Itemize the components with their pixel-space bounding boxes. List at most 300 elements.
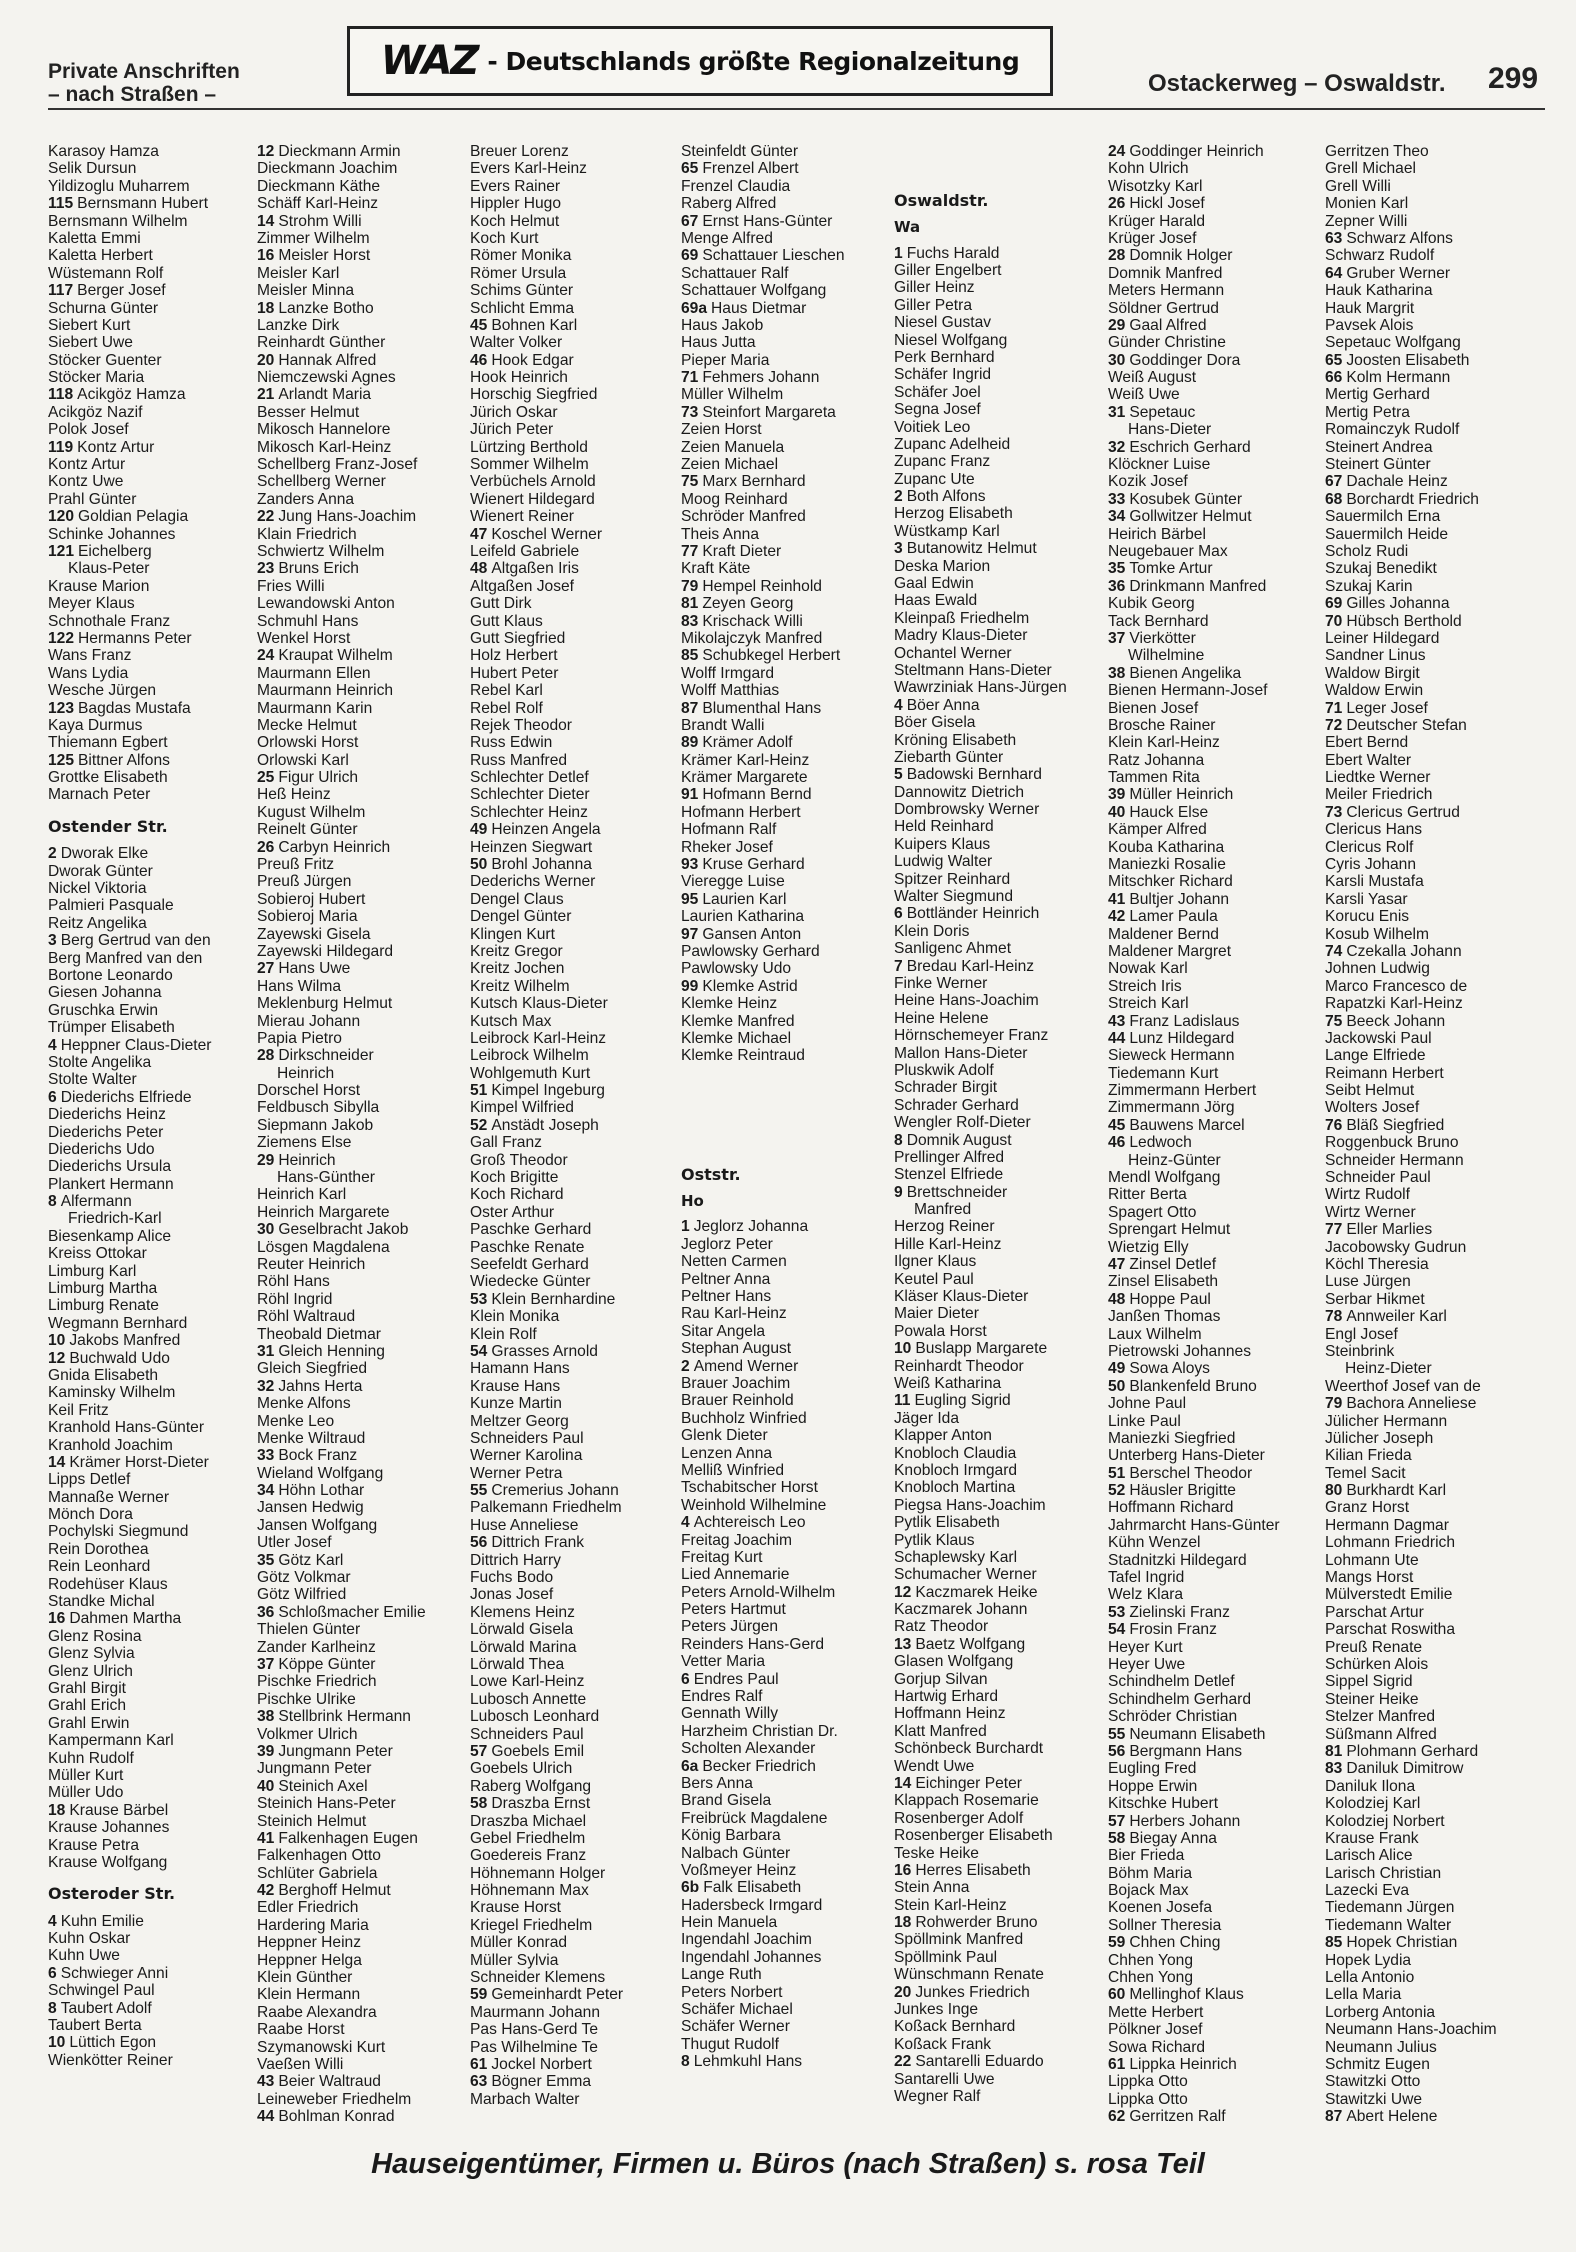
directory-entry: Süßmann Alfred [1325, 1725, 1437, 1743]
directory-entry: Peters Hartmut [681, 1601, 786, 1619]
resident-name: Goddinger Heinrich [1129, 143, 1264, 160]
street-heading: Oswaldstr. [894, 191, 989, 210]
resident-name: Lanzke Botho [278, 299, 374, 317]
directory-entry: Sieweck Hermann [1108, 1047, 1235, 1065]
directory-entry: Schlüter Gabriela [257, 1864, 378, 1882]
resident-name: Kuhn Emilie [60, 1912, 144, 1930]
directory-entry [257, 1378, 426, 1395]
directory-entry [681, 369, 845, 386]
directory-entry: Chhen Yong [1108, 1969, 1193, 1987]
resident-name: Buslapp Margarete [915, 1340, 1048, 1358]
resident-name: Arlandt Maria [278, 386, 372, 404]
directory-entry: Oster Arthur [470, 1203, 555, 1221]
directory-entry: Wienert Reiner [470, 508, 574, 526]
resident-name: Kosubek Günter [1129, 490, 1243, 508]
house-number: 89 [681, 734, 699, 752]
directory-entry: Schneiders Paul [470, 1725, 584, 1743]
directory-entry: Siepmann Jakob [257, 1116, 374, 1134]
house-number: 6 [48, 1088, 57, 1106]
directory-entry: Liedtke Werner [1325, 769, 1431, 787]
resident-name: Diederichs Elfriede [60, 1088, 192, 1106]
directory-entry: Wienert Hildegard [470, 490, 595, 508]
resident-name: Berger Josef [77, 282, 166, 300]
directory-entry: Scholz Rudi [1325, 542, 1409, 560]
directory-entry [1108, 404, 1280, 421]
directory-entry: Mülverstedt Emilie [1325, 1586, 1453, 1604]
directory-entry [1325, 943, 1497, 960]
directory-entry: Lange Ruth [681, 1966, 762, 1984]
resident-name: Gilles Johanna [1346, 595, 1450, 613]
resident-name: Amend Werner [693, 1357, 799, 1375]
directory-entry: Pytlik Klaus [894, 1531, 975, 1549]
house-number: 24 [257, 647, 275, 665]
directory-entry: Clericus Rolf [1325, 838, 1414, 856]
directory-entry: Perk Bernhard [894, 348, 995, 366]
directory-entry [470, 856, 623, 873]
directory-entry: Mannaße Werner [48, 1488, 170, 1506]
house-number: 1 [681, 1218, 690, 1236]
directory-entry: Wesche Jürgen [48, 682, 157, 700]
directory-entry: Wenkel Horst [257, 629, 351, 647]
house-number: 99 [681, 977, 699, 995]
directory-entry: Klemke Reintraud [681, 1047, 805, 1065]
house-number: 8 [48, 1999, 57, 2017]
directory-entry: Cyris Johann [1325, 856, 1417, 874]
house-number: 34 [257, 1482, 275, 1500]
resident-name: Falk Elisabeth [703, 1879, 802, 1897]
directory-entry: Hubert Peter [470, 664, 559, 682]
directory-entry: Römer Monika [470, 247, 572, 265]
resident-name: Cremerius Johann [491, 1482, 619, 1500]
house-number: 39 [1108, 786, 1126, 804]
resident-name: Carbyn Heinrich [278, 838, 391, 856]
resident-name: Krämer Adolf [702, 734, 793, 752]
resident-name: Gemeinhardt Peter [491, 1986, 624, 2004]
directory-entry [1325, 1482, 1497, 1499]
house-number: 59 [1108, 1934, 1126, 1952]
resident-name: Jung Hans-Joachim [278, 508, 417, 526]
directory-entry: Parschat Roswitha [1325, 1621, 1456, 1639]
directory-entry: König Barbara [681, 1827, 781, 1845]
house-number: 67 [1325, 473, 1343, 491]
directory-entry: Parschat Artur [1325, 1603, 1424, 1621]
house-number: 20 [894, 1983, 912, 2001]
resident-name: Taubert Adolf [60, 1999, 152, 2017]
directory-entry: Reinders Hans-Gerd [681, 1635, 825, 1653]
resident-name: Bagdas Mustafa [78, 699, 191, 717]
directory-entry: Rosenberger Elisabeth [894, 1827, 1053, 1845]
directory-entry: Heß Heinz [257, 786, 331, 804]
directory-entry [1325, 700, 1497, 717]
house-number: 6b [681, 1879, 700, 1897]
resident-name: Achtereisch Leo [693, 1514, 806, 1532]
directory-entry: Schröder Christian [1108, 1708, 1238, 1726]
directory-entry: Grell Willi [1325, 177, 1391, 195]
house-number: 65 [1325, 351, 1343, 369]
directory-entry: Theobald Dietmar [257, 1325, 381, 1343]
directory-entry: Tack Bernhard [1108, 612, 1209, 630]
resident-name: Kimpel Ingeburg [491, 1082, 605, 1100]
directory-entry: Hopek Lydia [1325, 1951, 1412, 1969]
directory-entry: Berg Manfred van den [48, 949, 203, 967]
directory-entry: Vetter Maria [681, 1653, 766, 1671]
directory-entry: Groß Theodor [470, 1151, 568, 1169]
directory-entry: Glenz Ulrich [48, 1662, 133, 1680]
resident-name: Gruber Werner [1346, 264, 1451, 282]
directory-entry: Niesel Wolfgang [894, 331, 1008, 349]
directory-entry: Korucu Enis [1325, 908, 1410, 926]
house-number: 115 [48, 195, 74, 213]
directory-entry: Gleich Siegfried [257, 1360, 368, 1378]
resident-name: Bachora Anneliese [1346, 1395, 1477, 1413]
directory-entry: Roggenbuck Bruno [1325, 1134, 1459, 1152]
directory-entry [1108, 1934, 1280, 1951]
house-number: 74 [1325, 942, 1343, 960]
resident-name: Mellinghof Klaus [1129, 1986, 1244, 2004]
directory-entry: Nalbach Günter [681, 1844, 791, 1862]
directory-entry: Kreitz Gregor [470, 942, 563, 960]
directory-entry: Bortone Leonardo [48, 966, 173, 984]
resident-name: Deutscher Stefan [1346, 716, 1467, 734]
directory-entry: Zimmermann Herbert [1108, 1082, 1257, 1100]
directory-entry: Knobloch Martina [894, 1479, 1016, 1497]
house-number: 29 [1108, 316, 1126, 334]
directory-entry: Schneider Paul [1325, 1169, 1431, 1187]
directory-entry: Lippka Otto [1108, 2090, 1188, 2108]
directory-entry: Tafel Ingrid [1108, 1569, 1185, 1587]
directory-entry: Gebel Friedhelm [470, 1829, 586, 1847]
house-number: 43 [1108, 1012, 1126, 1030]
directory-entry: Mecke Helmut [257, 716, 357, 734]
directory-entry [1325, 1013, 1497, 1030]
directory-entry: Jahrmarcht Hans-Günter [1108, 1516, 1280, 1534]
resident-name: Hickl Josef [1129, 195, 1205, 213]
directory-entry [681, 1671, 845, 1688]
directory-entry: Glenz Rosina [48, 1627, 142, 1645]
directory-entry: Hille Karl-Heinz [894, 1235, 1002, 1253]
directory-entry: Heppner Helga [257, 1951, 362, 1969]
directory-entry: Mette Herbert [1108, 2003, 1204, 2021]
directory-entry [894, 488, 1067, 505]
directory-column-4 [681, 143, 845, 2071]
resident-name: Heinzen Angela [491, 821, 601, 839]
house-number: 8 [894, 1131, 903, 1149]
directory-entry [1108, 1743, 1280, 1760]
directory-entry: Reuter Heinrich [257, 1256, 366, 1273]
house-number: 122 [48, 629, 75, 647]
directory-entry: Pietrowski Johannes [1108, 1342, 1252, 1360]
house-number: 69a [681, 299, 708, 317]
section-heading-line1: Private Anschriften [48, 60, 240, 83]
resident-name: Dirkschneider [278, 1047, 374, 1065]
house-number: 4 [894, 696, 903, 714]
house-number: 36 [1108, 577, 1126, 595]
directory-entry: Heirich Bärbel [1108, 525, 1206, 543]
directory-entry: Pawlowsky Udo [681, 960, 792, 978]
house-number: 26 [257, 838, 275, 856]
directory-entry [1325, 1743, 1497, 1760]
directory-entry [1325, 1221, 1497, 1238]
directory-entry [470, 2056, 623, 2073]
directory-entry: Wans Lydia [48, 664, 129, 682]
directory-entry: Siebert Uwe [48, 334, 133, 352]
directory-entry: Koßack Frank [894, 2035, 992, 2053]
directory-entry: Heppner Heinz [257, 1934, 362, 1952]
directory-entry: Herzog Reiner [894, 1218, 995, 1236]
house-number: 8 [48, 1193, 57, 1211]
directory-entry: Söldner Gertrud [1108, 299, 1219, 317]
directory-entry: Palkemann Friedhelm [470, 1499, 622, 1517]
directory-entry: Weiß August [1108, 369, 1197, 387]
house-number: 14 [894, 1774, 912, 1792]
directory-entry: Yildizoglu Muharrem [48, 177, 190, 195]
directory-entry [1108, 317, 1280, 334]
directory-entry: Maldener Margret [1108, 942, 1232, 960]
directory-entry: Pölkner Josef [1108, 2021, 1203, 2039]
directory-entry: Grahl Birgit [48, 1680, 126, 1697]
directory-entry: Melliß Winfried [681, 1461, 785, 1479]
directory-entry: Ochantel Werner [894, 644, 1012, 662]
directory-entry [470, 1534, 623, 1551]
house-number: 50 [470, 856, 488, 874]
directory-entry: Szukaj Karin [1325, 577, 1413, 595]
directory-entry: Diederichs Heinz [48, 1106, 166, 1124]
directory-entry: Schindhelm Detlef [1108, 1673, 1235, 1691]
directory-entry: Glasen Wolfgang [894, 1653, 1014, 1671]
directory-entry [257, 1743, 426, 1760]
directory-entry: Acikgöz Nazif [48, 403, 143, 421]
directory-column-1 [48, 143, 212, 2069]
resident-name: Schubkegel Herbert [702, 647, 841, 665]
directory-entry [681, 578, 845, 595]
directory-entry: Lazecki Eva [1325, 1882, 1410, 1900]
directory-entry: Johne Paul [1108, 1395, 1187, 1413]
directory-entry: Hauk Katharina [1325, 282, 1433, 300]
house-number: 12 [894, 1583, 912, 1601]
directory-entry: Voßmeyer Heinz [681, 1861, 797, 1879]
directory-entry [48, 700, 212, 717]
resident-name: Endres Paul [693, 1670, 779, 1688]
directory-entry: Stein Karl-Heinz [894, 1896, 1007, 1914]
directory-entry: Kühn Wenzel [1108, 1534, 1201, 1552]
directory-entry: Altgaßen Josef [470, 577, 575, 595]
directory-entry: Harzheim Christian Dr. [681, 1722, 838, 1740]
house-number: 52 [1108, 1482, 1126, 1500]
directory-entry [48, 1037, 212, 1054]
house-number: 87 [681, 699, 699, 717]
house-number: 81 [1325, 1742, 1343, 1760]
directory-entry: Marco Francesco de [1325, 977, 1468, 995]
directory-entry: Klöckner Luise [1108, 456, 1211, 474]
directory-entry: Kilian Frieda [1325, 1447, 1412, 1465]
directory-entry [48, 845, 212, 862]
directory-entry: Laux Wilhelm [1108, 1325, 1202, 1343]
directory-entry: Waldow Erwin [1325, 682, 1424, 700]
house-number: 54 [1108, 1621, 1126, 1639]
house-number: 59 [470, 1986, 488, 2004]
directory-entry: Sobieroj Maria [257, 908, 358, 926]
spacer [894, 160, 1067, 177]
directory-entry: Diederichs Ursula [48, 1158, 172, 1176]
directory-entry: Knobloch Claudia [894, 1444, 1017, 1462]
directory-entry [894, 905, 1067, 922]
directory-entry [48, 1965, 212, 1982]
resident-name: Abert Helene [1346, 2108, 1438, 2126]
directory-entry: Mertig Gerhard [1325, 386, 1430, 404]
house-number: 44 [257, 2108, 275, 2126]
directory-entry: Schrader Birgit [894, 1079, 998, 1097]
resident-name: Bergmann Hans [1129, 1742, 1243, 1760]
directory-entry: Kröning Elisabeth [894, 731, 1017, 749]
directory-entry: Heinrich Karl [257, 1186, 347, 1204]
resident-name: Butanowitz Helmut [906, 540, 1037, 558]
resident-name: Jeglorz Johanna [693, 1218, 809, 1236]
directory-entry: Huse Anneliese [470, 1516, 579, 1534]
resident-name: Clericus Gertrud [1346, 803, 1460, 821]
resident-name: Jockel Norbert [491, 2055, 592, 2073]
directory-entry: Holz Herbert [470, 647, 558, 665]
directory-entry: Wegmann Bernhard [48, 1314, 188, 1332]
directory-entry: Trümper Elisabeth [48, 1019, 175, 1037]
house-number: 47 [1108, 1256, 1126, 1273]
house-number: 75 [1325, 1012, 1343, 1030]
resident-name: Klein Bernhardine [491, 1290, 616, 1308]
directory-entry: Powala Horst [894, 1322, 987, 1340]
directory-entry [257, 386, 426, 403]
directory-entry: Jülicher Joseph [1325, 1429, 1434, 1447]
directory-entry: Mikosch Hannelore [257, 421, 391, 439]
directory-entry: Besser Helmut [257, 403, 360, 421]
directory-entry: Gall Franz [470, 1134, 542, 1152]
directory-entry: Pieper Maria [681, 351, 770, 369]
directory-entry: Neumann Hans-Joachim [1325, 2021, 1497, 2039]
directory-entry: Meters Hermann [1108, 282, 1225, 300]
directory-entry: Zeien Michael [681, 456, 779, 474]
directory-entry: Knobloch Irmgard [894, 1461, 1018, 1479]
directory-entry: Heyer Kurt [1108, 1638, 1183, 1656]
directory-entry [257, 1604, 426, 1621]
directory-entry: Sprengart Helmut [1108, 1221, 1231, 1239]
resident-name: Baetz Wolfgang [915, 1635, 1026, 1653]
directory-entry: Rheker Josef [681, 838, 773, 856]
directory-entry [1108, 2108, 1280, 2125]
directory-entry: Hamann Hans [470, 1360, 570, 1378]
directory-entry: Heinrich Margarete [257, 1203, 390, 1221]
directory-entry: Lubosch Annette [470, 1690, 587, 1708]
house-number: 35 [257, 1551, 275, 1569]
house-number: 67 [681, 212, 699, 230]
directory-entry [257, 647, 426, 664]
directory-entry: Wolff Matthias [681, 682, 780, 700]
house-number: 93 [681, 856, 699, 874]
resident-name: Eichelberg [78, 542, 152, 560]
directory-entry-continuation: Heinz-Günter [1128, 1151, 1221, 1169]
resident-name: Müller Heinrich [1129, 786, 1234, 804]
house-number: 65 [681, 160, 699, 178]
resident-name: Meisler Horst [278, 247, 371, 265]
directory-entry: Klein Rolf [470, 1325, 537, 1343]
directory-entry: Peltner Hans [681, 1288, 772, 1306]
directory-entry: Palmieri Pasquale [48, 897, 174, 915]
directory-entry [894, 1340, 1067, 1357]
house-number: 52 [470, 1116, 488, 1134]
directory-entry: Plankert Hermann [48, 1175, 174, 1193]
directory-entry: Tschabitscher Horst [681, 1479, 818, 1497]
directory-entry: Lörwald Marina [470, 1638, 577, 1656]
resident-name: Geselbracht Jakob [278, 1221, 409, 1239]
directory-entry: Krause Frank [1325, 1829, 1419, 1847]
directory-entry: Paschke Gerhard [470, 1221, 592, 1239]
resident-name: Vierkötter [1129, 629, 1196, 647]
directory-entry: Segna Josef [894, 401, 981, 419]
house-number: 119 [48, 438, 74, 456]
house-number: 56 [1108, 1742, 1126, 1760]
directory-entry: Jansen Hedwig [257, 1499, 364, 1517]
street-heading: Osteroder Str. [48, 1885, 176, 1903]
directory-entry: Steinert Andrea [1325, 438, 1433, 456]
directory-entry: Buchholz Winfried [681, 1409, 807, 1427]
directory-entry: Walter Siegmund [894, 888, 1014, 906]
directory-entry [48, 1350, 212, 1367]
directory-entry: Lohmann Friedrich [1325, 1534, 1456, 1552]
directory-entry [470, 1482, 623, 1499]
house-number: 37 [1108, 629, 1126, 647]
directory-entry: Laurien Katharina [681, 908, 805, 926]
directory-entry: Zinsel Elisabeth [1108, 1273, 1219, 1291]
directory-entry: Dieckmann Joachim [257, 160, 398, 178]
directory-entry: Waldow Birgit [1325, 664, 1420, 682]
resident-name: Marx Bernhard [702, 473, 806, 491]
house-number: 1 [894, 244, 903, 262]
resident-name: Häusler Brigitte [1129, 1482, 1236, 1500]
house-number: 34 [1108, 508, 1126, 526]
directory-entry [48, 1802, 212, 1819]
directory-entry: Pas Hans-Gerd Te [470, 2021, 598, 2039]
directory-entry: Prahl Günter [48, 490, 137, 508]
directory-entry: Engl Josef [1325, 1325, 1398, 1343]
house-number: 40 [1108, 803, 1126, 821]
directory-entry [681, 1758, 845, 1775]
directory-entry [1108, 1256, 1280, 1273]
resident-name: Lehmkuhl Hans [693, 2053, 803, 2071]
directory-entry: Giller Heinz [894, 279, 975, 297]
directory-entry: Schims Günter [470, 282, 574, 300]
house-number: 18 [257, 299, 275, 317]
directory-entry: Stawitzki Otto [1325, 2073, 1421, 2091]
house-number: 57 [1108, 1812, 1126, 1830]
directory-entry: Thielen Günter [257, 1621, 361, 1639]
directory-entry: Schmuhl Hans [257, 612, 359, 630]
house-number: 44 [1108, 1029, 1126, 1047]
directory-entry: Kutsch Max [470, 1012, 552, 1030]
directory-entry [1108, 578, 1280, 595]
directory-entry: Brauer Joachim [681, 1374, 791, 1392]
directory-entry: Limburg Renate [48, 1297, 159, 1315]
directory-entry: Hook Heinrich [470, 369, 568, 387]
directory-entry: Schäff Karl-Heinz [257, 195, 379, 213]
directory-entry: Utler Josef [257, 1534, 332, 1552]
directory-entry [1325, 1117, 1497, 1134]
directory-entry: Sollner Theresia [1108, 1916, 1222, 1934]
directory-entry: Lörwald Gisela [470, 1621, 574, 1639]
resident-name: Falkenhagen Eugen [278, 1829, 418, 1847]
resident-name: Kruse Gerhard [702, 856, 805, 874]
directory-entry: Horschig Siegfried [470, 386, 598, 404]
house-number: 61 [470, 2055, 488, 2073]
directory-entry: Spöllmink Manfred [894, 1931, 1024, 1949]
directory-entry [257, 1552, 426, 1569]
directory-entry [681, 300, 845, 317]
